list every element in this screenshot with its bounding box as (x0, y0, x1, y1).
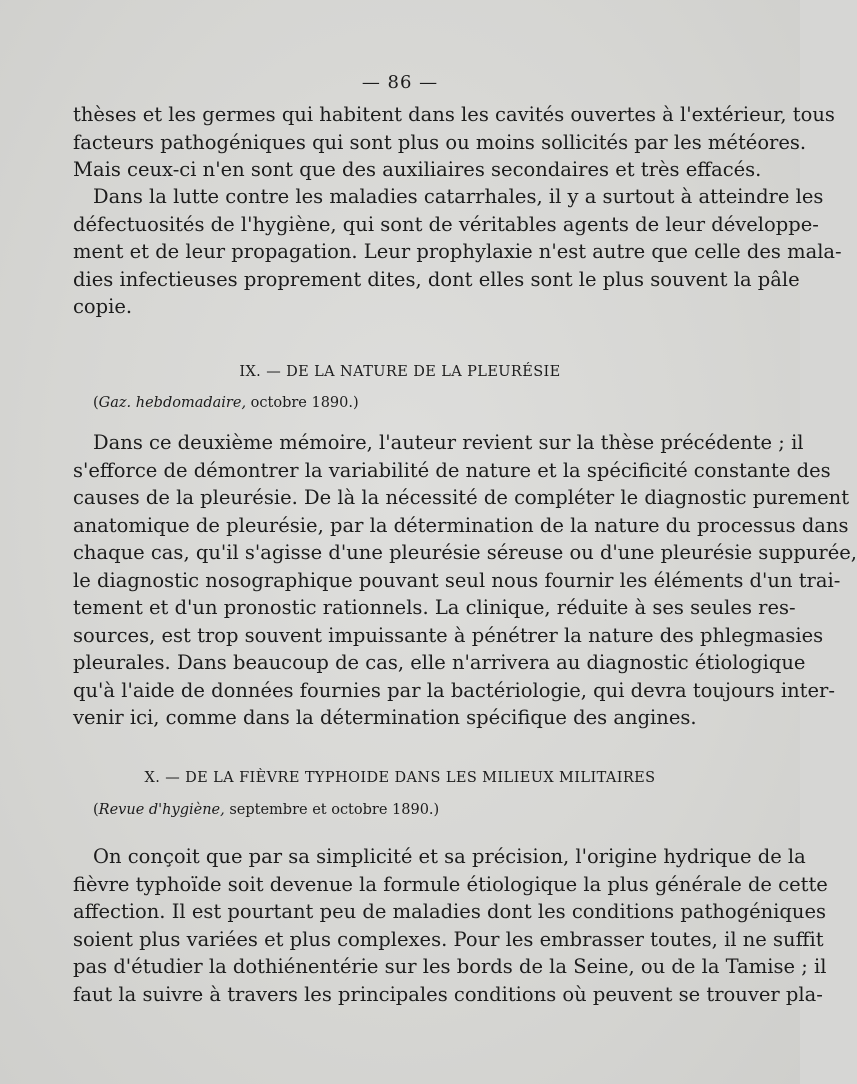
text-line: le diagnostic nosographique pouvant seul nous fournir les éléments d'un trai- (73, 568, 841, 592)
text-line: sources, est trop souvent impuissante à pénétrer la nature des phlegmasies (73, 623, 824, 647)
text-line: anatomique de pleurésie, par la détermination de la nature du processus dans (73, 513, 849, 537)
text-line: s'efforce de démontrer la variabilité de nature et la spécificité constante des (73, 458, 831, 482)
section-x-title: X. — DE LA FIÈVRE TYPHOIDE DANS LES MILIEUX MILITAIRES (144, 770, 656, 786)
text-line: affection. Il est pourtant peu de maladies dont les conditions pathogéniques (73, 900, 826, 923)
text-line: Dans la lutte contre les maladies catarrhales, il y a surtout à atteindre les (93, 185, 824, 208)
text-line: pleurales. Dans beaucoup de cas, elle n'arrivera au diagnostic étiologique (73, 651, 806, 674)
text-line: qu'à l'aide de données fournies par la bactériologie, qui devra toujours inter- (73, 678, 835, 702)
text-line: faut la suivre à travers les principales conditions où peuvent se trouver pla- (73, 982, 823, 1006)
text-line: pas d'étudier la dothiénentérie sur les bords de la Seine, ou de la Tamise ; il (73, 955, 827, 978)
section-ix-title: IX. — DE LA NATURE DE LA PLEURÉSIE (239, 364, 561, 380)
text-line: défectuosités de l'hygiène, qui sont de véritables agents de leur développe- (73, 212, 819, 236)
source-journal: Revue d'hygiène, (98, 802, 225, 818)
text-line: Dans ce deuxième mémoire, l'auteur revient sur la thèse précédente ; il (93, 431, 804, 454)
source-open-paren: ( (93, 395, 99, 411)
source-date: octobre 1890.) (246, 395, 359, 411)
text-line: causes de la pleurésie. De là la nécessité de compléter le diagnostic purement (73, 486, 850, 509)
text-line: chaque cas, qu'il s'agisse d'une pleurésie séreuse ou d'une pleurésie suppurée, (73, 541, 857, 564)
text-line: thèses et les germes qui habitent dans les cavités ouvertes à l'extérieur, tous (73, 103, 835, 126)
section-x-source (93, 802, 439, 818)
text-line: ment et de leur propagation. Leur prophylaxie n'est autre que celle des mala- (73, 240, 842, 263)
text-line: tement et d'un pronostic rationnels. La clinique, réduite à ses seules res- (73, 596, 796, 619)
text-line: venir ici, comme dans la détermination spécifique des angines. (73, 706, 697, 729)
source-journal: Gaz. hebdomadaire, (98, 395, 247, 411)
text-line: dies infectieuses proprement dites, dont elles sont le plus souvent la pâle (73, 267, 800, 291)
section-ix-source (93, 395, 359, 411)
text-line: On conçoit que par sa simplicité et sa précision, l'origine hydrique de la (93, 845, 806, 868)
text-line: facteurs pathogéniques qui sont plus ou moins sollicités par les météores. (73, 130, 807, 154)
paragraph-continuation (73, 101, 835, 184)
section-x-body (73, 843, 828, 1008)
source-date: septembre et octobre 1890.) (224, 802, 440, 818)
page-number: — 86 — (361, 72, 439, 93)
paragraph-catarrhal-diseases (73, 183, 842, 321)
text-line: Mais ceux-ci n'en sont que des auxiliaires secondaires et très effacés. (73, 158, 762, 181)
text-line: fièvre typhoïde soit devenue la formule étiologique la plus générale de cette (73, 872, 828, 896)
section-ix-body (73, 429, 857, 732)
text-line: soient plus variées et plus complexes. Pour les embrasser toutes, il ne suffit (73, 927, 824, 951)
source-open-paren: ( (93, 802, 99, 818)
text-line: copie. (73, 295, 133, 318)
